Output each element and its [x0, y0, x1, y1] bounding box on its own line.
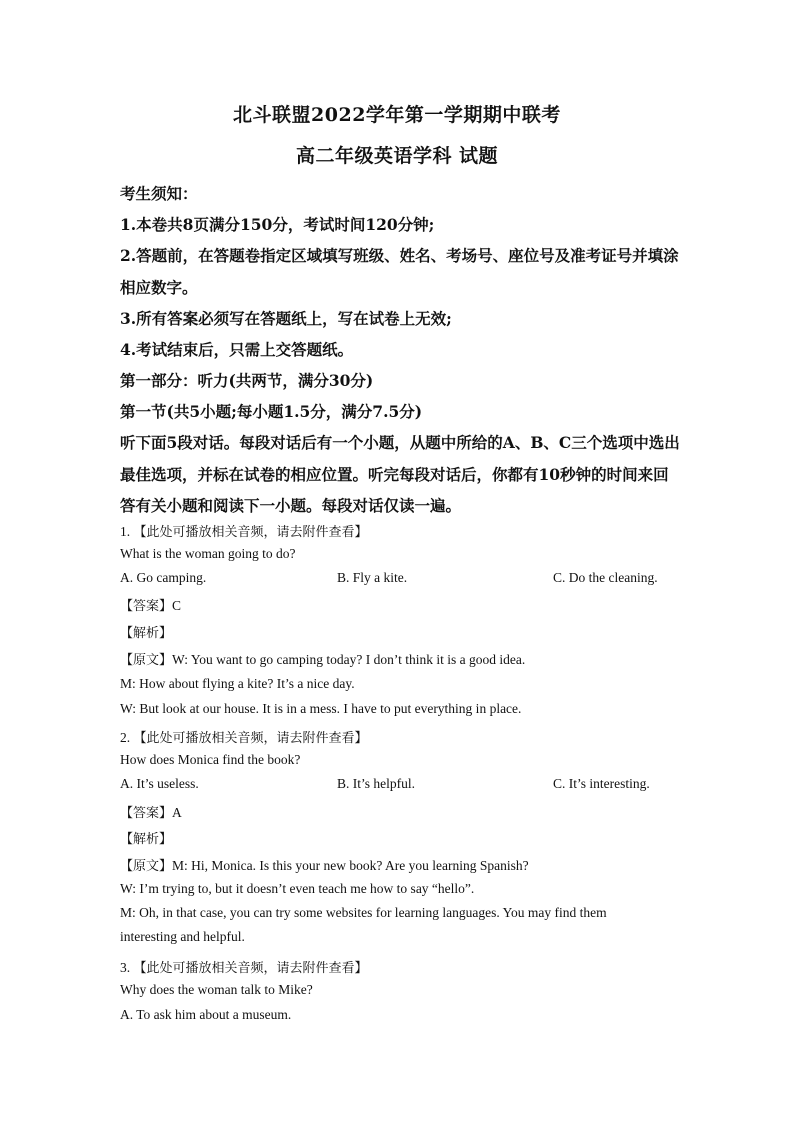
options-row [120, 776, 680, 802]
question-number: 3. [120, 960, 131, 975]
question-3 [120, 957, 680, 1031]
answer-value: A [172, 805, 182, 820]
exam-title: 北斗联盟2022学年第一学期期中联考 [233, 104, 561, 126]
original-tag: 【原文】 [120, 859, 173, 874]
notes-item-4: 4.考试结束后，只需上交答题纸。 [120, 340, 354, 359]
audio-note[interactable]: 【此处可播放相关音频，请去附件查看】 [133, 961, 368, 976]
option-a: A. It’s useless. [120, 776, 199, 791]
question-text: Why does the woman talk to Mike? [120, 982, 313, 997]
section-heading: 第一节(共5小题;每小题1.5分，满分7.5分) [120, 402, 423, 421]
original-tag: 【原文】 [120, 653, 173, 668]
notes-heading: 考生须知： [120, 184, 198, 203]
option-c: C. It’s interesting. [553, 776, 650, 791]
transcript-text: W: You want to go camping today? I don’t think it is a good idea. [172, 652, 526, 667]
analysis-tag: 【解析】 [120, 832, 173, 847]
question-2 [120, 727, 680, 953]
transcript-line [120, 649, 680, 676]
analysis-tag: 【解析】 [120, 626, 173, 641]
notes-item-2: 2.答题前，在答题卷指定区域填写班级、姓名、考场号、座位号及准考证号并填涂相应数字。 [120, 246, 679, 297]
option-a: A. Go camping. [120, 570, 207, 585]
transcript-line: W: I’m trying to, but it doesn’t even teach me how to say “hello”. [120, 881, 475, 896]
answer-tag: 【答案】 [120, 599, 173, 614]
transcript-line [120, 855, 680, 881]
part-heading: 第一部分：听力(共两节，满分30分) [120, 371, 374, 390]
audio-note[interactable]: 【此处可播放相关音频，请去附件查看】 [133, 525, 368, 540]
exam-subtitle: 高二年级英语学科 试题 [295, 145, 499, 167]
question-number: 1. [120, 524, 131, 539]
transcript-line: M: How about flying a kite? It’s a nice day. [120, 676, 355, 691]
question-3-header [120, 957, 680, 982]
question-text: What is the woman going to do? [120, 546, 296, 561]
transcript-text: M: Hi, Monica. Is this your new book? Are you learning Spanish? [172, 858, 529, 873]
transcript-line: W: But look at our house. It is in a mess. I have to put everything in place. [120, 701, 522, 716]
question-number: 2. [120, 730, 131, 745]
notes-item-1: 1.本卷共8页满分150分，考试时间120分钟; [120, 215, 435, 234]
option-b: B. It’s helpful. [337, 776, 415, 791]
answer-value: C [172, 598, 182, 613]
transcript-line: interesting and helpful. [120, 929, 245, 944]
option-a: A. To ask him about a museum. [120, 1007, 292, 1022]
option-b: B. Fly a kite. [337, 570, 408, 585]
exam-notes [120, 178, 680, 522]
question-2-header [120, 727, 680, 752]
options-row [120, 570, 680, 595]
question-1-header [120, 521, 680, 546]
option-c: C. Do the cleaning. [553, 570, 658, 585]
answer-line [120, 595, 680, 622]
question-text: How does Monica find the book? [120, 752, 301, 767]
question-1 [120, 521, 680, 726]
listening-instructions: 听下面5段对话。每段对话后有一个小题，从题中所给的A、B、C三个选项中选出最佳选项，并标在试卷的相应位置。听完每段对话后，你都有10秒钟的时间来回答有关小题和阅读下一小题。每段对话仅读一遍。 [120, 433, 680, 515]
audio-note[interactable]: 【此处可播放相关音频，请去附件查看】 [133, 731, 368, 746]
answer-tag: 【答案】 [120, 806, 173, 821]
transcript-line: M: Oh, in that case, you can try some websites for learning languages. You may find them [120, 905, 607, 920]
notes-item-3: 3.所有答案必须写在答题纸上，写在试卷上无效; [120, 309, 452, 328]
answer-line [120, 802, 680, 828]
